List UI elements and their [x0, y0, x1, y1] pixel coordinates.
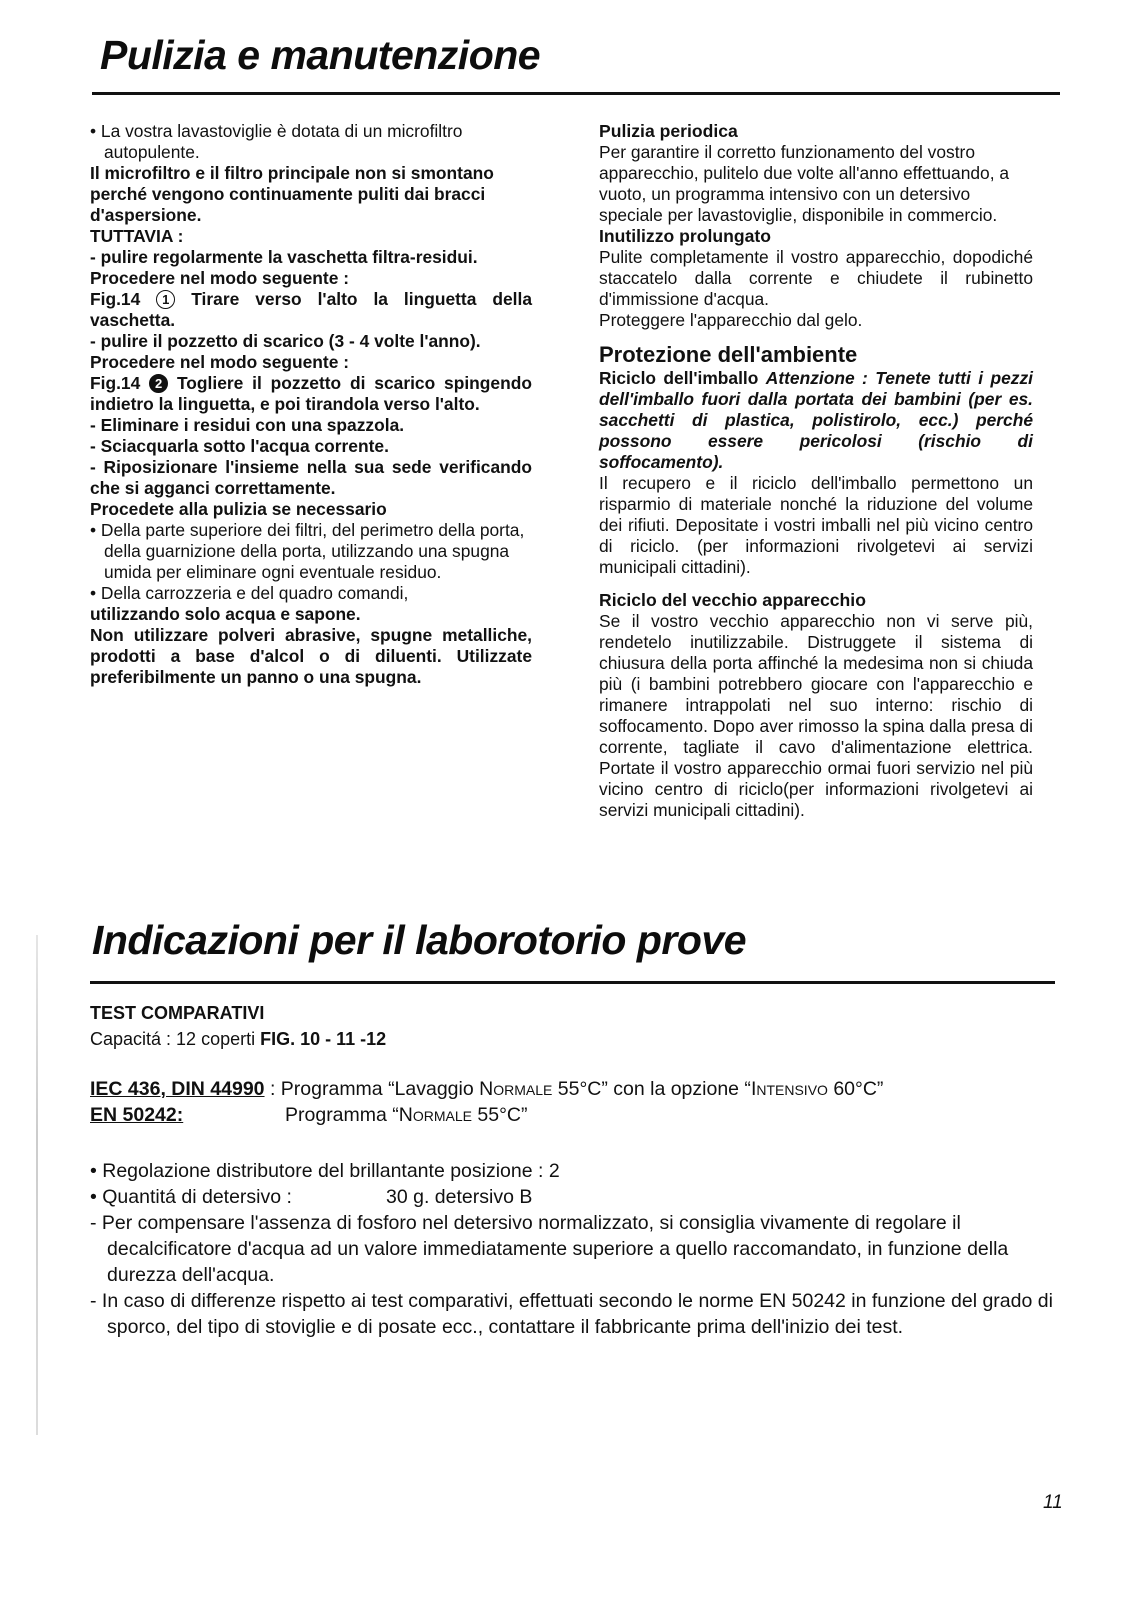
warning-text: Attenzione : Tenete tutti i pezzi dell'imballo fuori dalla portata dei bambini (per es. sacchetti di plastica, polistirolo, ecc.) perché possono essere pericolosi (rischio di soffocamento).: [599, 368, 1033, 472]
title-rule: [90, 981, 1055, 984]
paragraph: Se il vostro vecchio apparecchio non vi serve più, rendetelo inutilizzabile. Distruggete il sistema di chiusura della porta affinché la medesima non si chiuda più (i bambini potrebbero giocare con l'apparecchio e rimanere intrappolati nel suo interno: rischio di soffocamento. Dopo aver rimosso la spina dalla presa di corrente, tagliate il cavo d'alimentazione elettrica. Portate il vostro apparecchio ormai fuori servizio nel più vicino centro di riciclo(per informazioni rivolgetevi ai servizi municipali cittadini).: [599, 611, 1033, 820]
page-number: 11: [1043, 1492, 1063, 1513]
paragraph: [90, 373, 532, 415]
paragraph: [90, 289, 532, 331]
standard-label: IEC 436, DIN 44990: [90, 1078, 265, 1100]
iec-line: IEC 436, DIN 44990 : Programma “Lavaggio Normale 55°C” con la opzione “Intensivo 60°C”: [90, 1078, 884, 1100]
paragraph: - pulire regolarmente la vaschetta filtra-residui.: [90, 247, 478, 267]
paragraph: Procedere nel modo seguente :: [90, 352, 349, 372]
paragraph: Non utilizzare polveri abrasive, spugne metalliche, prodotti a base d'alcol o di diluenti. Utilizzate preferibilmente un panno o una spugna.: [90, 625, 532, 687]
subheading: Pulizia periodica: [599, 121, 738, 141]
left-column: [90, 121, 532, 688]
step-2-icon: 2: [149, 374, 168, 393]
test-section: [90, 1000, 1065, 1340]
test-heading: TEST COMPARATIVI: [90, 1003, 265, 1023]
paragraph: Per garantire il corretto funzionamento del vostro apparecchio, pulitelo due volte all'anno effettuando, a vuoto, un programma intensivo con un detersivo speciale per lavastoviglie, disponibile in commercio.: [599, 142, 1010, 225]
standard-label: EN 50242:: [90, 1104, 184, 1126]
paragraph: TUTTAVIA :: [90, 226, 184, 246]
paragraph: utilizzando solo acqua e sapone.: [90, 604, 361, 624]
paragraph: • Della parte superiore dei filtri, del perimetro della porta, della guarnizione della porta, utilizzando una spugna umida per eliminare ogni eventuale residuo.: [90, 520, 525, 582]
capacity-text: Capacitá : 12 coperti: [90, 1029, 256, 1049]
paragraph: Pulite completamente il vostro apparecchio, dopodiché staccatelo dalla corrente e chiudete il rubinetto d'immissione d'acqua.: [599, 247, 1033, 309]
paragraph: - pulire il pozzetto di scarico (3 - 4 volte l'anno).: [90, 331, 481, 351]
paragraph: Il microfiltro e il filtro principale non si smontano perché vengono continuamente puliti dai bracci d'aspersione.: [90, 163, 494, 225]
step-text: Togliere il pozzetto di scarico spingendo indietro la linguetta, e poi tirandola verso l'alto.: [90, 373, 532, 414]
dash-item: - Per compensare l'assenza di fosforo nel detersivo normalizzato, si consiglia vivamente di regolare il decalcificatore d'acqua ad un valore immediatamente superiore a quello raccomandato, in funzione della durezza dell'acqua.: [90, 1212, 1009, 1286]
paragraph: - Eliminare i residui con una spazzola.: [90, 415, 405, 435]
bullet-item: • Regolazione distributore del brillantante posizione : 2: [90, 1160, 560, 1182]
paragraph: • La vostra lavastoviglie è dotata di un microfiltro autopulente.: [90, 121, 463, 162]
paragraph: Il recupero e il riciclo dell'imballo permettono un risparmio di materiale nonché la riduzione del volume dei rifiuti. Depositate i vostri imballi nel più vicino centro di riciclo. (per informazioni rivolgetevi ai servizi municipali cittadini).: [599, 473, 1033, 577]
subheading: Protezione dell'ambiente: [599, 342, 858, 367]
right-column: [599, 121, 1033, 821]
paragraph: [599, 368, 1033, 473]
step-text: Tirare verso l'alto la linguetta della vaschetta.: [90, 289, 532, 330]
capacity-line: [90, 1026, 1065, 1052]
subheading: Riciclo del vecchio apparecchio: [599, 590, 866, 610]
paragraph: - Riposizionare l'insieme nella sua sede verificando che si agganci correttamente.: [90, 457, 532, 498]
bullet-item: • Quantitá di detersivo : 30 g. detersivo B: [90, 1186, 533, 1208]
step-1-icon: 1: [156, 290, 175, 309]
paragraph: • Della carrozzeria e del quadro comandi,: [90, 583, 409, 603]
paragraph: - Sciacquarla sotto l'acqua corrente.: [90, 436, 389, 456]
fig-ref: Fig.14: [90, 373, 141, 393]
fig-ref: Fig.14: [90, 289, 141, 309]
paragraph: Proteggere l'apparecchio dal gelo.: [599, 310, 863, 330]
section-title-pulizia: Pulizia e manutenzione: [100, 32, 541, 78]
fig-ref: FIG. 10 - 11 -12: [260, 1029, 387, 1049]
paragraph: Procedere nel modo seguente :: [90, 268, 349, 288]
title-rule: [92, 92, 1060, 95]
paragraph: Procedete alla pulizia se necessario: [90, 499, 387, 519]
dash-item: - In caso di differenze rispetto ai test comparativi, effettuati secondo le norme EN 50242 in funzione del grado di sporco, del tipo di stoviglie e di posate ecc., contattare il fabbricante prima dell'inizio dei test.: [90, 1290, 1053, 1338]
en-line: EN 50242: Programma “Normale 55°C”: [90, 1104, 528, 1126]
subheading: Inutilizzo prolungato: [599, 226, 771, 246]
scan-margin-artifact: [36, 935, 38, 1435]
label: Riciclo dell'imballo: [599, 368, 759, 388]
section-title-laboratorio: Indicazioni per il laborotorio prove: [92, 917, 747, 963]
